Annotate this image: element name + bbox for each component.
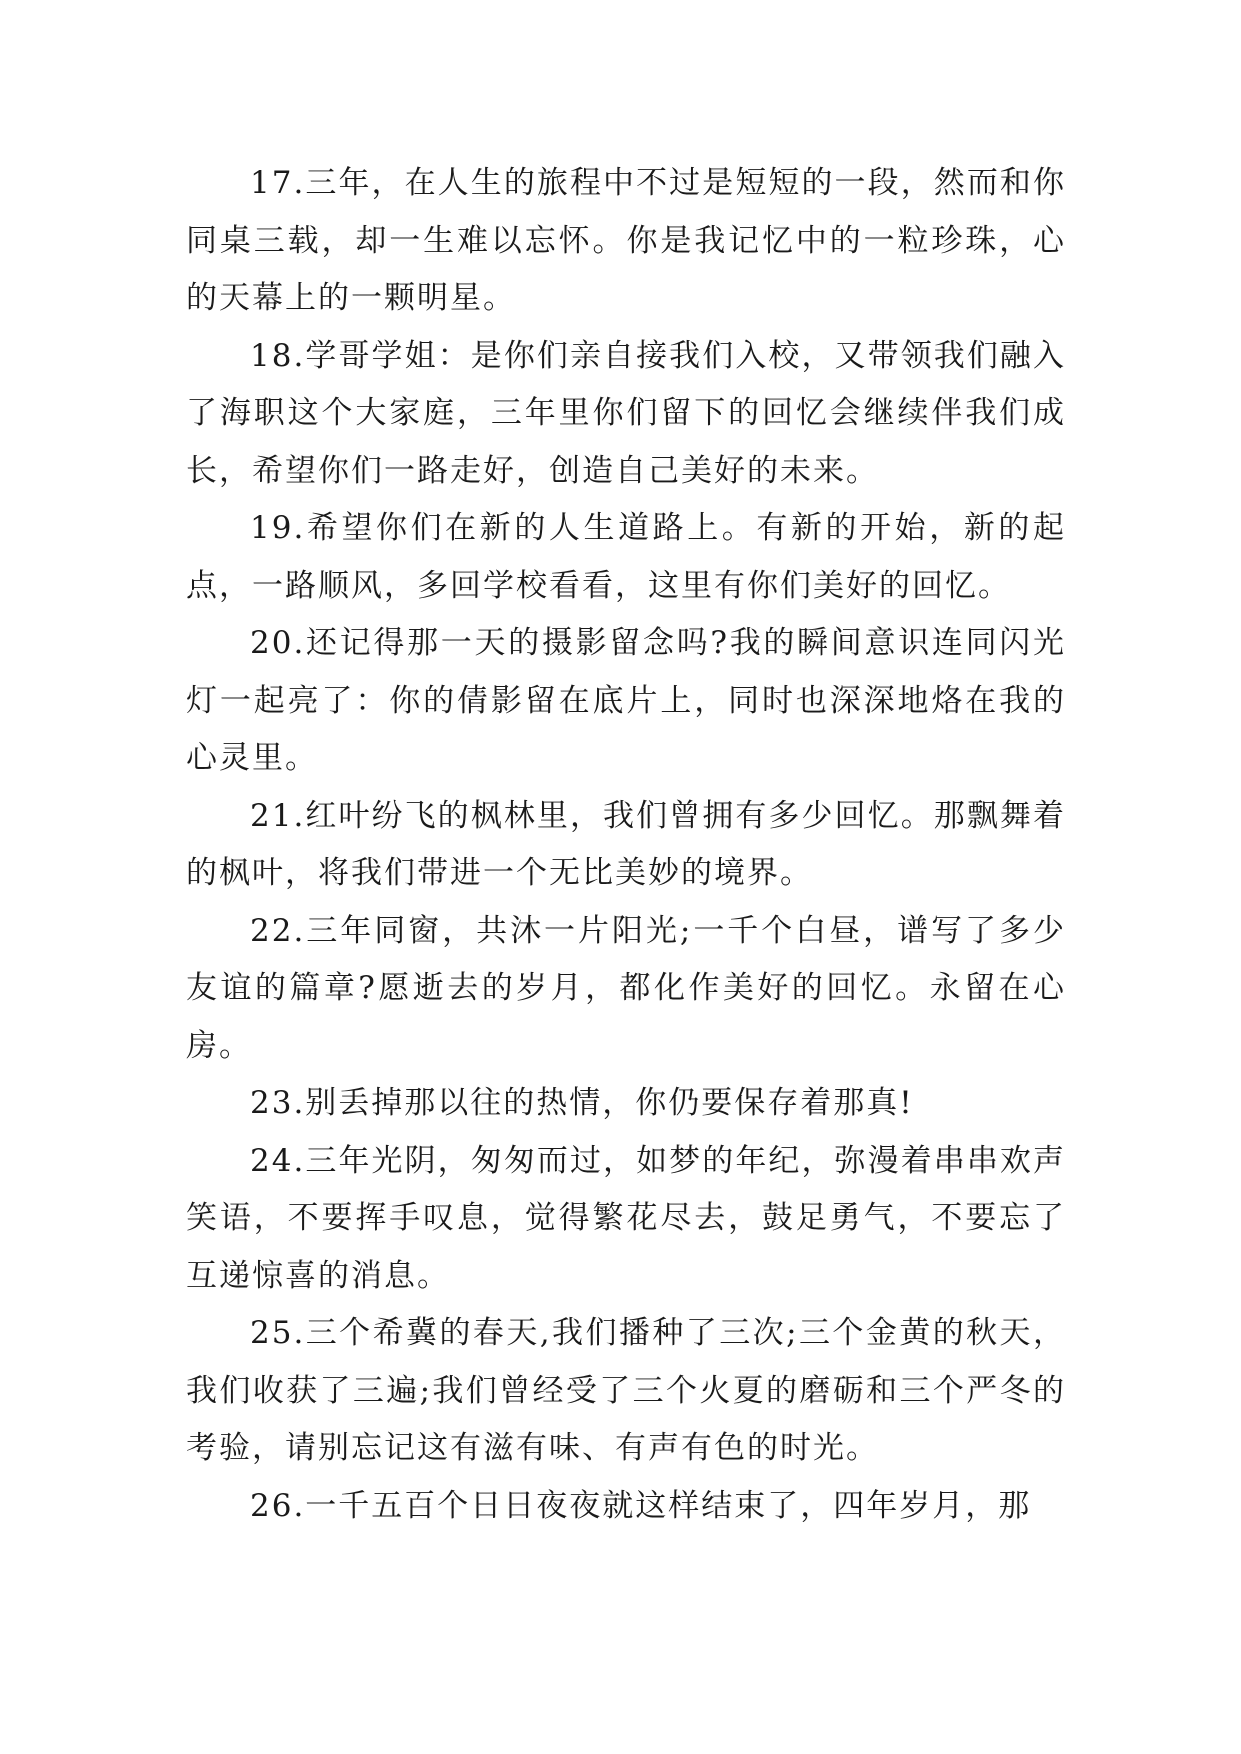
paragraph-21: 21.红叶纷飞的枫林里，我们曾拥有多少回忆。那飘舞着的枫叶，将我们带进一个无比美妙的境界。	[186, 797, 1066, 891]
paragraph-22: 22.三年同窗，共沐一片阳光;一千个白昼，谱写了多少友谊的篇章?愿逝去的岁月，都化作美好的回忆。永留在心房。	[186, 912, 1066, 1064]
paragraph-25: 25.三个希冀的春天,我们播种了三次;三个金黄的秋天，我们收获了三遍;我们曾经受了三个火夏的磨砺和三个严冬的考验，请别忘记这有滋有味、有声有色的时光。	[186, 1315, 1066, 1466]
paragraph-23: 23.别丢掉那以往的热情，你仍要保存着那真!	[250, 1085, 914, 1121]
paragraph-26: 26.一千五百个日日夜夜就这样结束了，四年岁月，那	[250, 1487, 1032, 1524]
paragraph-20: 20.还记得那一天的摄影留念吗?我的瞬间意识连同闪光灯一起亮了：你的倩影留在底片上，同时也深深地烙在我的心灵里。	[186, 625, 1066, 776]
paragraph-18: 18.学哥学姐：是你们亲自接我们入校，又带领我们融入了海职这个大家庭，三年里你们留下的回忆会继续伴我们成长，希望你们一路走好，创造自己美好的未来。	[186, 337, 1066, 489]
paragraph-24: 24.三年光阴，匆匆而过，如梦的年纪，弥漫着串串欢声笑语，不要挥手叹息，觉得繁花尽去，鼓足勇气，不要忘了互递惊喜的消息。	[186, 1142, 1066, 1294]
document-body	[186, 155, 1066, 1535]
paragraph-19: 19.希望你们在新的人生道路上。有新的开始，新的起点，一路顺风，多回学校看看，这里有你们美好的回忆。	[186, 510, 1066, 604]
paragraph-17: 17.三年，在人生的旅程中不过是短短的一段，然而和你同桌三载，却一生难以忘怀。你是我记忆中的一粒珍珠，心的天幕上的一颗明星。	[186, 165, 1066, 316]
